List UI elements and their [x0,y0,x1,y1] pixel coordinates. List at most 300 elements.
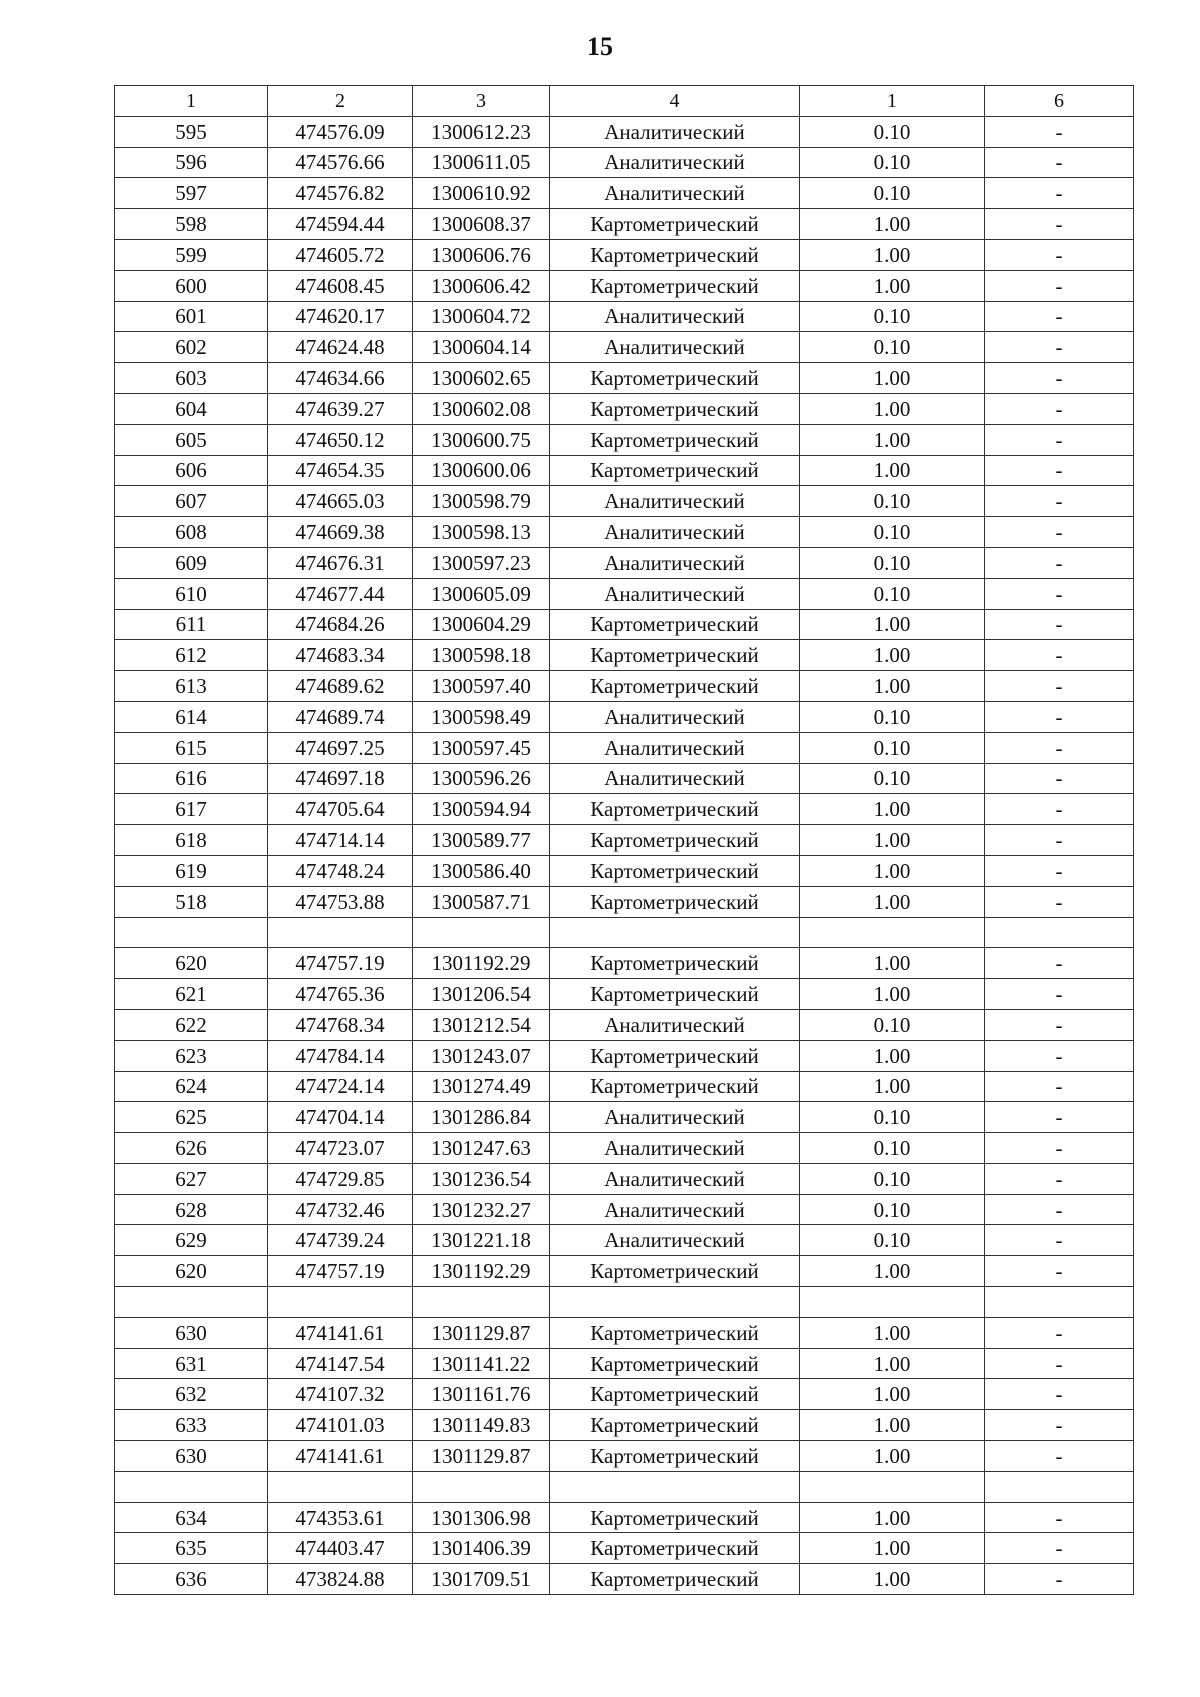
description-cell: - [985,455,1134,486]
x-coordinate-cell: 474757.19 [268,1256,413,1287]
y-coordinate-cell: 1301221.18 [413,1225,550,1256]
x-coordinate-cell: 474605.72 [268,239,413,270]
x-coordinate-cell: 474739.24 [268,1225,413,1256]
table-row [115,209,1134,240]
accuracy-cell: 0.10 [800,732,985,763]
y-coordinate-cell: 1301149.83 [413,1410,550,1441]
y-coordinate-cell: 1300597.45 [413,732,550,763]
accuracy-cell: 1.00 [800,270,985,301]
y-coordinate-cell: 1300604.14 [413,332,550,363]
point-number-cell: 626 [115,1133,268,1164]
y-coordinate-cell: 1300605.09 [413,578,550,609]
accuracy-cell: 1.00 [800,1502,985,1533]
description-cell: - [985,547,1134,578]
x-coordinate-cell: 474748.24 [268,855,413,886]
point-number-cell: 606 [115,455,268,486]
method-cell: Аналитический [550,517,800,548]
y-coordinate-cell: 1300606.42 [413,270,550,301]
description-cell: - [985,147,1134,178]
method-cell: Аналитический [550,147,800,178]
accuracy-cell: 1.00 [800,671,985,702]
x-coordinate-cell: 473824.88 [268,1564,413,1595]
description-cell: - [985,609,1134,640]
point-number-cell: 631 [115,1348,268,1379]
accuracy-cell: 1.00 [800,1348,985,1379]
description-cell: - [985,424,1134,455]
y-coordinate-cell: 1300586.40 [413,855,550,886]
method-cell: Аналитический [550,116,800,147]
point-number-cell: 628 [115,1194,268,1225]
point-number-cell: 605 [115,424,268,455]
accuracy-cell: 1.00 [800,1256,985,1287]
method-cell [550,1287,800,1318]
method-cell: Аналитический [550,701,800,732]
y-coordinate-cell: 1301232.27 [413,1194,550,1225]
point-number-cell: 625 [115,1102,268,1133]
accuracy-cell: 0.10 [800,763,985,794]
x-coordinate-cell: 474147.54 [268,1348,413,1379]
y-coordinate-cell: 1300598.79 [413,486,550,517]
description-cell: - [985,855,1134,886]
table-row [115,424,1134,455]
point-number-cell: 634 [115,1502,268,1533]
table-row [115,578,1134,609]
point-number-cell: 629 [115,1225,268,1256]
description-cell: - [985,178,1134,209]
method-cell: Аналитический [550,732,800,763]
table-row [115,1317,1134,1348]
method-cell: Картометрический [550,1256,800,1287]
method-cell [550,917,800,948]
description-cell [985,1287,1134,1318]
point-number-cell: 607 [115,486,268,517]
y-coordinate-cell: 1301161.76 [413,1379,550,1410]
description-cell: - [985,1441,1134,1472]
table-row [115,239,1134,270]
description-cell: - [985,732,1134,763]
x-coordinate-cell: 474689.62 [268,671,413,702]
x-coordinate-cell: 474768.34 [268,1009,413,1040]
x-coordinate-cell: 474403.47 [268,1533,413,1564]
accuracy-cell [800,917,985,948]
method-cell: Аналитический [550,301,800,332]
accuracy-cell [800,1471,985,1502]
method-cell: Картометрический [550,1379,800,1410]
description-cell: - [985,393,1134,424]
table-row [115,1441,1134,1472]
table-row [115,301,1134,332]
y-coordinate-cell: 1300611.05 [413,147,550,178]
point-number-cell: 623 [115,1040,268,1071]
accuracy-cell: 1.00 [800,1533,985,1564]
x-coordinate-cell: 474620.17 [268,301,413,332]
accuracy-cell: 1.00 [800,1441,985,1472]
point-number-cell: 602 [115,332,268,363]
point-number-cell: 595 [115,116,268,147]
point-number-cell: 618 [115,825,268,856]
method-cell: Аналитический [550,763,800,794]
method-cell: Картометрический [550,671,800,702]
y-coordinate-cell: 1301236.54 [413,1163,550,1194]
method-cell: Аналитический [550,1009,800,1040]
point-number-cell: 630 [115,1441,268,1472]
y-coordinate-cell: 1300594.94 [413,794,550,825]
method-cell: Картометрический [550,1348,800,1379]
method-cell: Картометрический [550,1441,800,1472]
method-cell: Аналитический [550,178,800,209]
table-row [115,1040,1134,1071]
point-number-cell: 518 [115,886,268,917]
x-coordinate-cell [268,1287,413,1318]
accuracy-cell: 1.00 [800,1071,985,1102]
accuracy-cell: 1.00 [800,1410,985,1441]
method-cell: Аналитический [550,1225,800,1256]
accuracy-cell: 0.10 [800,147,985,178]
method-cell: Аналитический [550,1194,800,1225]
point-number-cell [115,1471,268,1502]
y-coordinate-cell [413,1287,550,1318]
y-coordinate-cell: 1300612.23 [413,116,550,147]
method-cell: Картометрический [550,393,800,424]
x-coordinate-cell: 474650.12 [268,424,413,455]
y-coordinate-cell: 1301709.51 [413,1564,550,1595]
x-coordinate-cell: 474353.61 [268,1502,413,1533]
method-cell: Картометрический [550,455,800,486]
description-cell: - [985,948,1134,979]
y-coordinate-cell: 1301129.87 [413,1441,550,1472]
y-coordinate-cell: 1300610.92 [413,178,550,209]
y-coordinate-cell: 1300602.08 [413,393,550,424]
accuracy-cell: 0.10 [800,486,985,517]
description-cell: - [985,578,1134,609]
accuracy-cell: 0.10 [800,701,985,732]
accuracy-cell: 1.00 [800,1379,985,1410]
y-coordinate-cell: 1301243.07 [413,1040,550,1071]
table-row [115,363,1134,394]
accuracy-cell: 1.00 [800,794,985,825]
table-header-row [115,86,1134,117]
table-row [115,1410,1134,1441]
description-cell: - [985,701,1134,732]
x-coordinate-cell: 474724.14 [268,1071,413,1102]
table-row [115,547,1134,578]
y-coordinate-cell: 1300604.29 [413,609,550,640]
accuracy-cell [800,1287,985,1318]
description-cell: - [985,1102,1134,1133]
x-coordinate-cell: 474576.66 [268,147,413,178]
description-cell: - [985,1348,1134,1379]
description-cell: - [985,1379,1134,1410]
x-coordinate-cell: 474141.61 [268,1441,413,1472]
description-cell: - [985,363,1134,394]
description-cell: - [985,1533,1134,1564]
method-cell: Аналитический [550,486,800,517]
description-cell: - [985,671,1134,702]
y-coordinate-cell: 1301141.22 [413,1348,550,1379]
method-cell: Картометрический [550,1040,800,1071]
method-cell: Картометрический [550,948,800,979]
accuracy-cell: 1.00 [800,1040,985,1071]
point-number-cell: 601 [115,301,268,332]
column-header: 3 [413,86,550,117]
table-row [115,393,1134,424]
column-header: 1 [115,86,268,117]
table-row [115,609,1134,640]
point-number-cell: 615 [115,732,268,763]
point-number-cell: 632 [115,1379,268,1410]
point-number-cell: 603 [115,363,268,394]
y-coordinate-cell [413,917,550,948]
description-cell: - [985,1009,1134,1040]
method-cell: Картометрический [550,855,800,886]
y-coordinate-cell: 1301306.98 [413,1502,550,1533]
table-row [115,1348,1134,1379]
description-cell: - [985,886,1134,917]
page-number: 15 [587,32,613,61]
description-cell: - [985,1502,1134,1533]
accuracy-cell: 1.00 [800,609,985,640]
description-cell: - [985,1133,1134,1164]
table-row [115,1533,1134,1564]
table-row [115,1102,1134,1133]
point-number-cell: 635 [115,1533,268,1564]
method-cell: Картометрический [550,1071,800,1102]
table-row [115,763,1134,794]
description-cell: - [985,270,1134,301]
table-row [115,732,1134,763]
y-coordinate-cell: 1300597.40 [413,671,550,702]
point-number-cell: 636 [115,1564,268,1595]
description-cell: - [985,640,1134,671]
accuracy-cell: 0.10 [800,1133,985,1164]
method-cell: Аналитический [550,1163,800,1194]
y-coordinate-cell: 1300600.75 [413,424,550,455]
accuracy-cell: 1.00 [800,948,985,979]
table-row [115,1009,1134,1040]
method-cell: Аналитический [550,578,800,609]
point-number-cell: 596 [115,147,268,178]
y-coordinate-cell: 1300604.72 [413,301,550,332]
table-row [115,886,1134,917]
method-cell: Картометрический [550,1410,800,1441]
accuracy-cell: 1.00 [800,1564,985,1595]
point-number-cell: 620 [115,1256,268,1287]
table-row [115,517,1134,548]
x-coordinate-cell: 474576.82 [268,178,413,209]
accuracy-cell: 1.00 [800,1317,985,1348]
table-row [115,1287,1134,1318]
x-coordinate-cell: 474654.35 [268,455,413,486]
method-cell: Картометрический [550,609,800,640]
x-coordinate-cell: 474576.09 [268,116,413,147]
y-coordinate-cell: 1301247.63 [413,1133,550,1164]
point-number-cell [115,1287,268,1318]
method-cell: Картометрический [550,1564,800,1595]
description-cell [985,917,1134,948]
y-coordinate-cell: 1300589.77 [413,825,550,856]
x-coordinate-cell: 474689.74 [268,701,413,732]
accuracy-cell: 0.10 [800,1163,985,1194]
y-coordinate-cell: 1301286.84 [413,1102,550,1133]
x-coordinate-cell: 474669.38 [268,517,413,548]
accuracy-cell: 0.10 [800,116,985,147]
method-cell: Картометрический [550,794,800,825]
y-coordinate-cell: 1300596.26 [413,763,550,794]
point-number-cell: 616 [115,763,268,794]
x-coordinate-cell: 474608.45 [268,270,413,301]
y-coordinate-cell: 1301129.87 [413,1317,550,1348]
description-cell: - [985,239,1134,270]
description-cell: - [985,1040,1134,1071]
x-coordinate-cell: 474705.64 [268,794,413,825]
method-cell: Картометрический [550,270,800,301]
x-coordinate-cell: 474107.32 [268,1379,413,1410]
x-coordinate-cell: 474732.46 [268,1194,413,1225]
point-number-cell: 621 [115,979,268,1010]
table-row [115,455,1134,486]
x-coordinate-cell: 474765.36 [268,979,413,1010]
method-cell: Аналитический [550,547,800,578]
point-number-cell: 620 [115,948,268,979]
description-cell: - [985,1256,1134,1287]
y-coordinate-cell: 1301192.29 [413,1256,550,1287]
point-number-cell: 599 [115,239,268,270]
table-row [115,979,1134,1010]
point-number-cell: 600 [115,270,268,301]
table-row [115,178,1134,209]
method-cell: Картометрический [550,1317,800,1348]
x-coordinate-cell: 474729.85 [268,1163,413,1194]
table-row [115,1194,1134,1225]
table-row [115,1471,1134,1502]
point-number-cell: 611 [115,609,268,640]
description-cell: - [985,1194,1134,1225]
x-coordinate-cell: 474665.03 [268,486,413,517]
accuracy-cell: 1.00 [800,455,985,486]
accuracy-cell: 0.10 [800,578,985,609]
table-row [115,1502,1134,1533]
column-header: 2 [268,86,413,117]
point-number-cell: 597 [115,178,268,209]
method-cell: Аналитический [550,332,800,363]
y-coordinate-cell: 1301274.49 [413,1071,550,1102]
description-cell: - [985,763,1134,794]
description-cell: - [985,332,1134,363]
description-cell: - [985,1163,1134,1194]
coordinates-table [114,85,1134,1595]
table-row [115,116,1134,147]
y-coordinate-cell: 1301206.54 [413,979,550,1010]
table-row [115,486,1134,517]
table-body [115,86,1134,1595]
point-number-cell: 619 [115,855,268,886]
method-cell: Картометрический [550,640,800,671]
accuracy-cell: 1.00 [800,855,985,886]
method-cell: Картометрический [550,1533,800,1564]
description-cell: - [985,1225,1134,1256]
table-row [115,640,1134,671]
method-cell: Картометрический [550,979,800,1010]
x-coordinate-cell: 474677.44 [268,578,413,609]
table-row [115,1379,1134,1410]
x-coordinate-cell: 474639.27 [268,393,413,424]
column-header: 1 [800,86,985,117]
x-coordinate-cell: 474624.48 [268,332,413,363]
accuracy-cell: 1.00 [800,393,985,424]
column-header: 4 [550,86,800,117]
description-cell: - [985,979,1134,1010]
table-row [115,1071,1134,1102]
accuracy-cell: 0.10 [800,1225,985,1256]
point-number-cell: 612 [115,640,268,671]
table-row [115,1225,1134,1256]
table-row [115,1163,1134,1194]
description-cell: - [985,486,1134,517]
y-coordinate-cell: 1300602.65 [413,363,550,394]
accuracy-cell: 1.00 [800,979,985,1010]
table-row [115,794,1134,825]
y-coordinate-cell [413,1471,550,1502]
description-cell: - [985,116,1134,147]
accuracy-cell: 1.00 [800,886,985,917]
accuracy-cell: 0.10 [800,1194,985,1225]
point-number-cell: 614 [115,701,268,732]
table-row [115,332,1134,363]
accuracy-cell: 0.10 [800,547,985,578]
accuracy-cell: 0.10 [800,301,985,332]
point-number-cell: 617 [115,794,268,825]
point-number-cell: 609 [115,547,268,578]
y-coordinate-cell: 1300608.37 [413,209,550,240]
y-coordinate-cell: 1300597.23 [413,547,550,578]
x-coordinate-cell: 474723.07 [268,1133,413,1164]
point-number-cell: 610 [115,578,268,609]
table-row [115,701,1134,732]
y-coordinate-cell: 1301406.39 [413,1533,550,1564]
table-row [115,948,1134,979]
accuracy-cell: 0.10 [800,178,985,209]
point-number-cell: 613 [115,671,268,702]
table-row [115,147,1134,178]
method-cell: Картометрический [550,209,800,240]
description-cell: - [985,1071,1134,1102]
method-cell [550,1471,800,1502]
method-cell: Аналитический [550,1133,800,1164]
table-row [115,1256,1134,1287]
accuracy-cell: 1.00 [800,239,985,270]
description-cell: - [985,1410,1134,1441]
description-cell: - [985,209,1134,240]
point-number-cell: 624 [115,1071,268,1102]
x-coordinate-cell: 474101.03 [268,1410,413,1441]
x-coordinate-cell: 474753.88 [268,886,413,917]
table-row [115,855,1134,886]
x-coordinate-cell: 474714.14 [268,825,413,856]
x-coordinate-cell: 474141.61 [268,1317,413,1348]
table-row [115,1133,1134,1164]
point-number-cell: 604 [115,393,268,424]
table-row [115,917,1134,948]
x-coordinate-cell: 474594.44 [268,209,413,240]
method-cell: Картометрический [550,424,800,455]
column-header: 6 [985,86,1134,117]
point-number-cell: 622 [115,1009,268,1040]
x-coordinate-cell: 474697.18 [268,763,413,794]
x-coordinate-cell [268,917,413,948]
method-cell: Картометрический [550,363,800,394]
point-number-cell: 598 [115,209,268,240]
y-coordinate-cell: 1300600.06 [413,455,550,486]
